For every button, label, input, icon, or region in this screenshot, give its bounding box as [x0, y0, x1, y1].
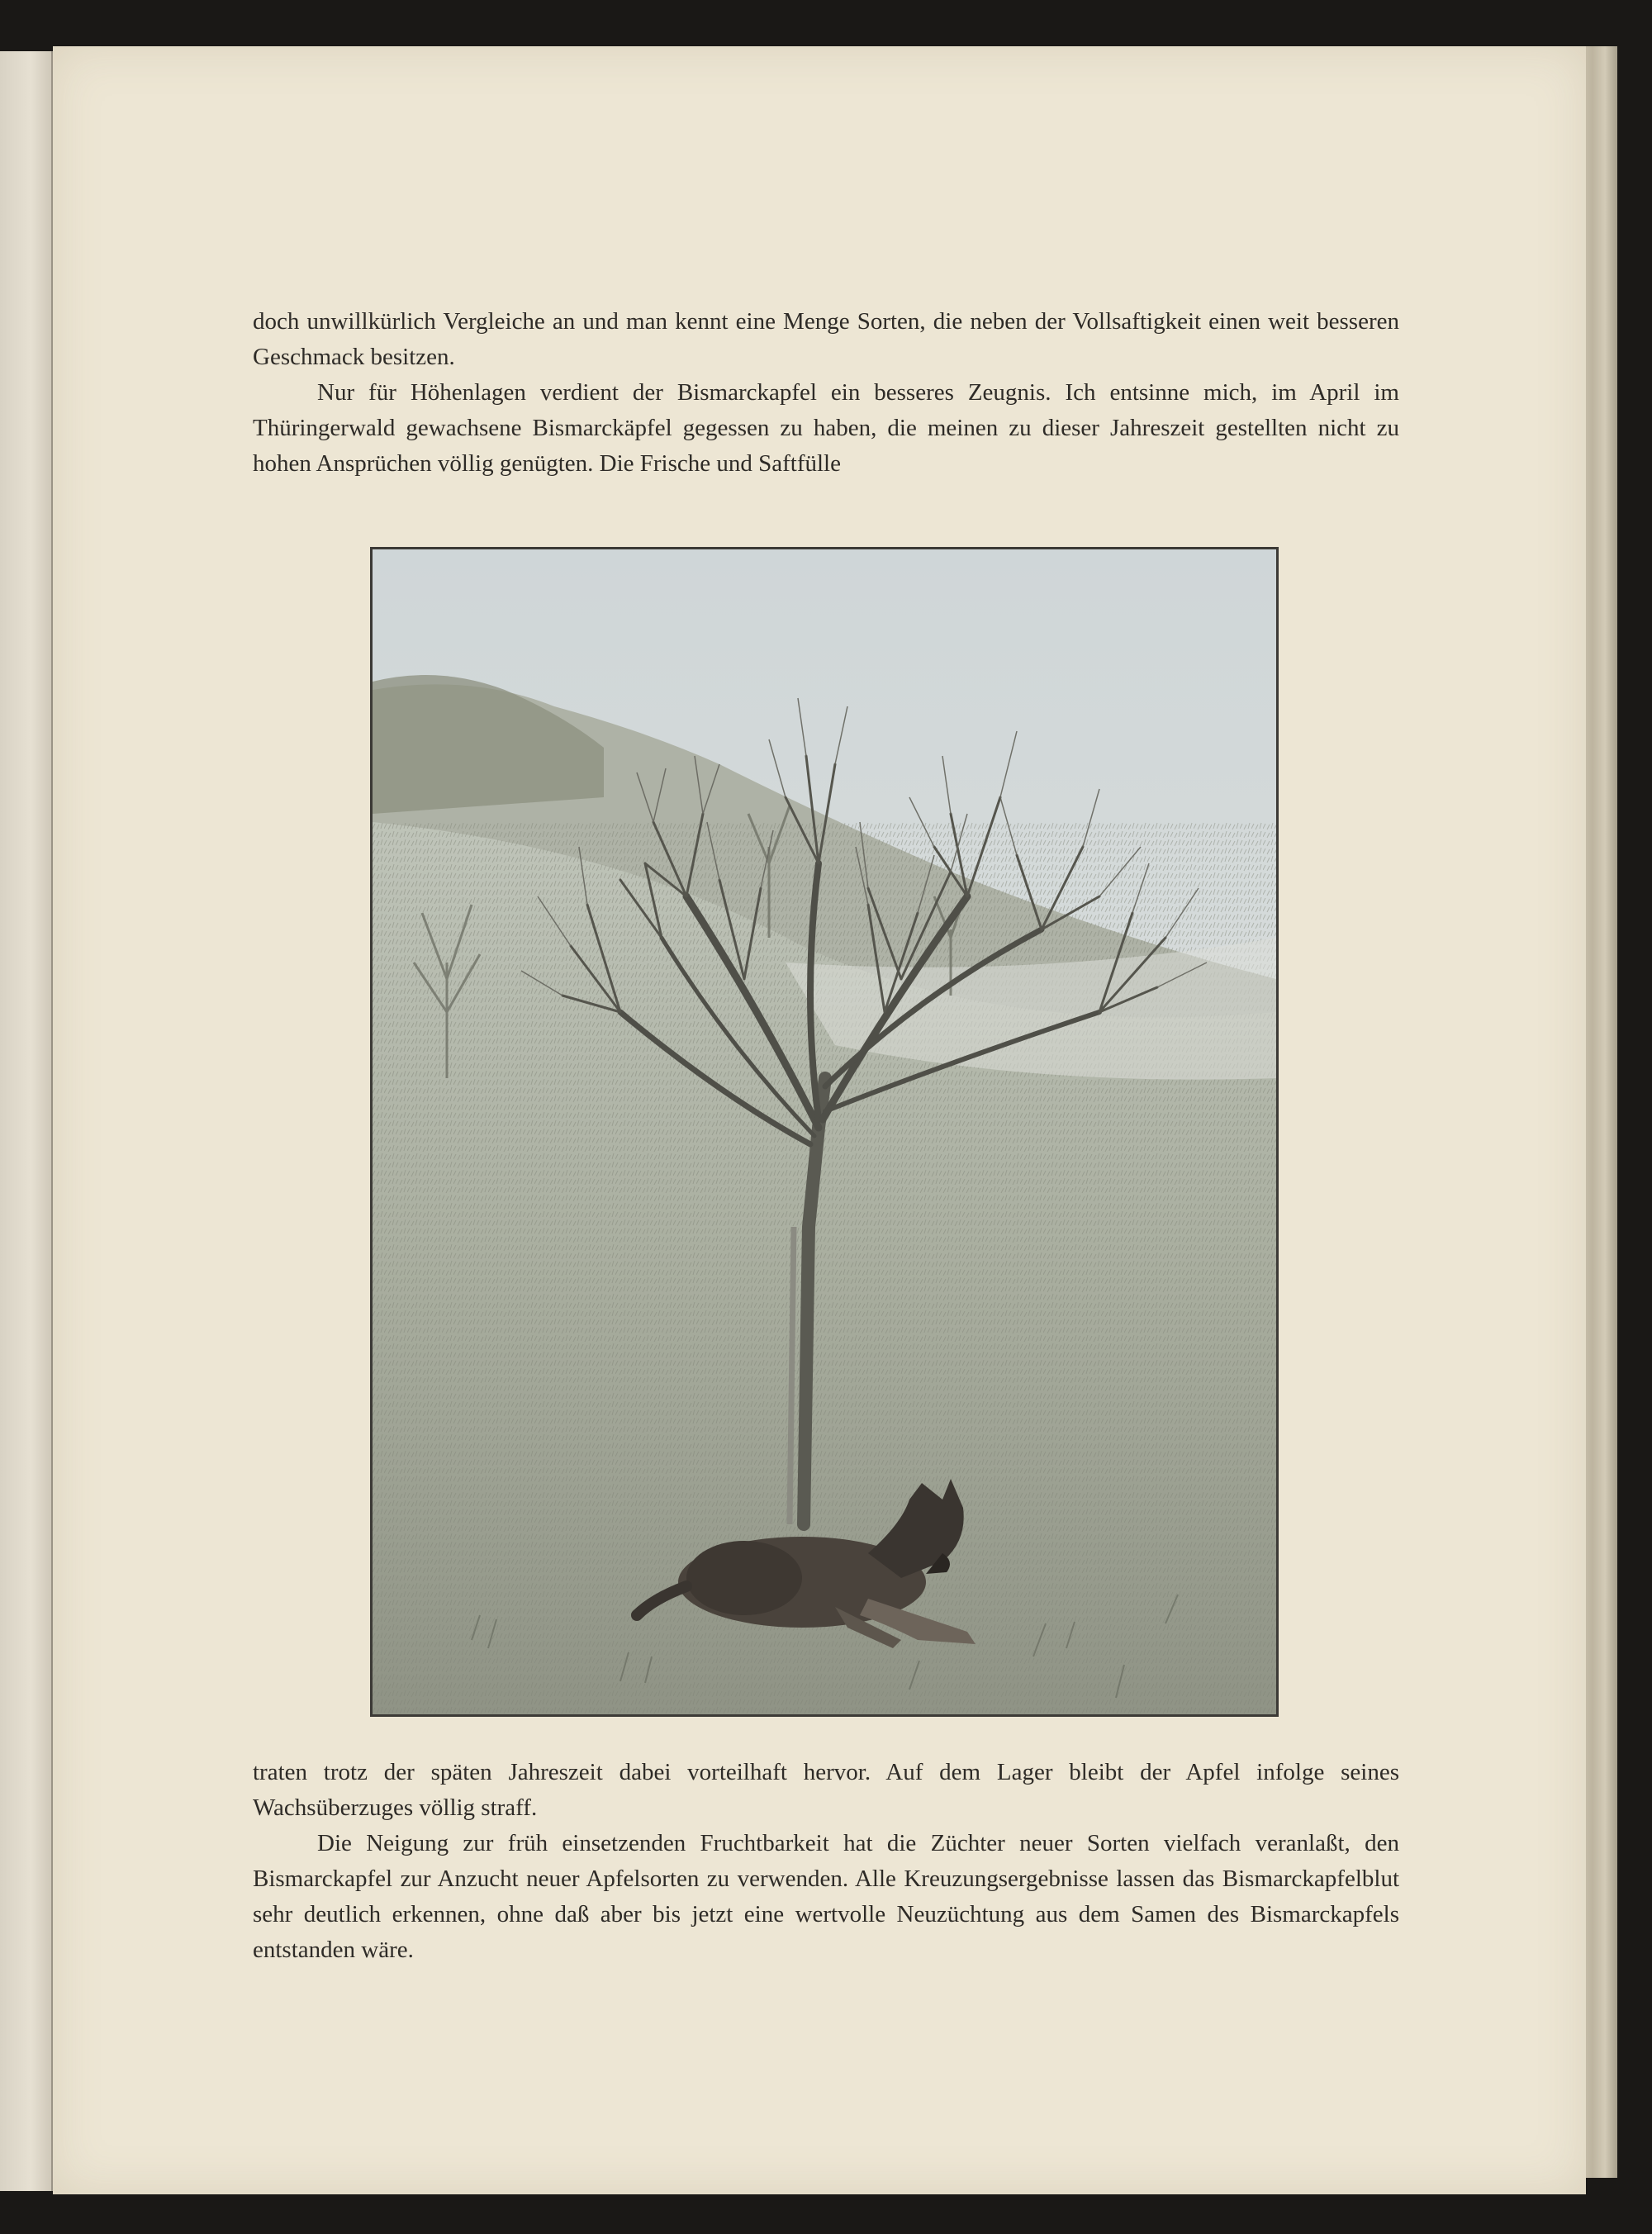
top-text-block — [253, 304, 1399, 482]
bottom-text-block — [253, 1755, 1399, 1968]
top-paragraph-1: doch unwillkürlich Vergleiche an und man kennt eine Menge Sorten, die neben der Vollsaftigkeit einen weit besseren Geschmack besitzen. — [253, 308, 1399, 370]
bottom-paragraph-1: traten trotz der späten Jahreszeit dabei vorteilhaft hervor. Auf dem Lager bleibt der Apfel infolge seines Wachsüberzuges völlig straff. — [253, 1759, 1399, 1821]
book-page — [53, 46, 1586, 2194]
bottom-paragraph-2: Die Neigung zur früh einsetzenden Fruchtbarkeit hat die Züchter neuer Sorten vielfach veranlaßt, den Bismarckapfel zur Anzucht neuer Apfelsorten zu verwenden. Alle Kreuzungsergebnisse lassen das Bismarckapfelblut sehr deutlich erkennen, ohne daß aber bis jetzt eine wertvolle Neuzüchtung aus dem Samen des Bismarckapfels entstanden wäre. — [253, 1830, 1399, 1963]
photo-apple-tree-with-dog — [373, 549, 1276, 1714]
top-paragraph-2: Nur für Höhenlagen verdient der Bismarckapfel ein besseres Zeugnis. Ich entsinne mich, im April im Thüringerwald gewachsene Bismarckäpfel gegessen zu haben, die meinen zu dieser Jahreszeit gestellten nicht zu hohen Ansprüchen völlig genügten. Die Frische und Saftfülle — [253, 379, 1399, 477]
photo-plate — [370, 547, 1279, 1717]
left-page-edge — [0, 51, 53, 2191]
